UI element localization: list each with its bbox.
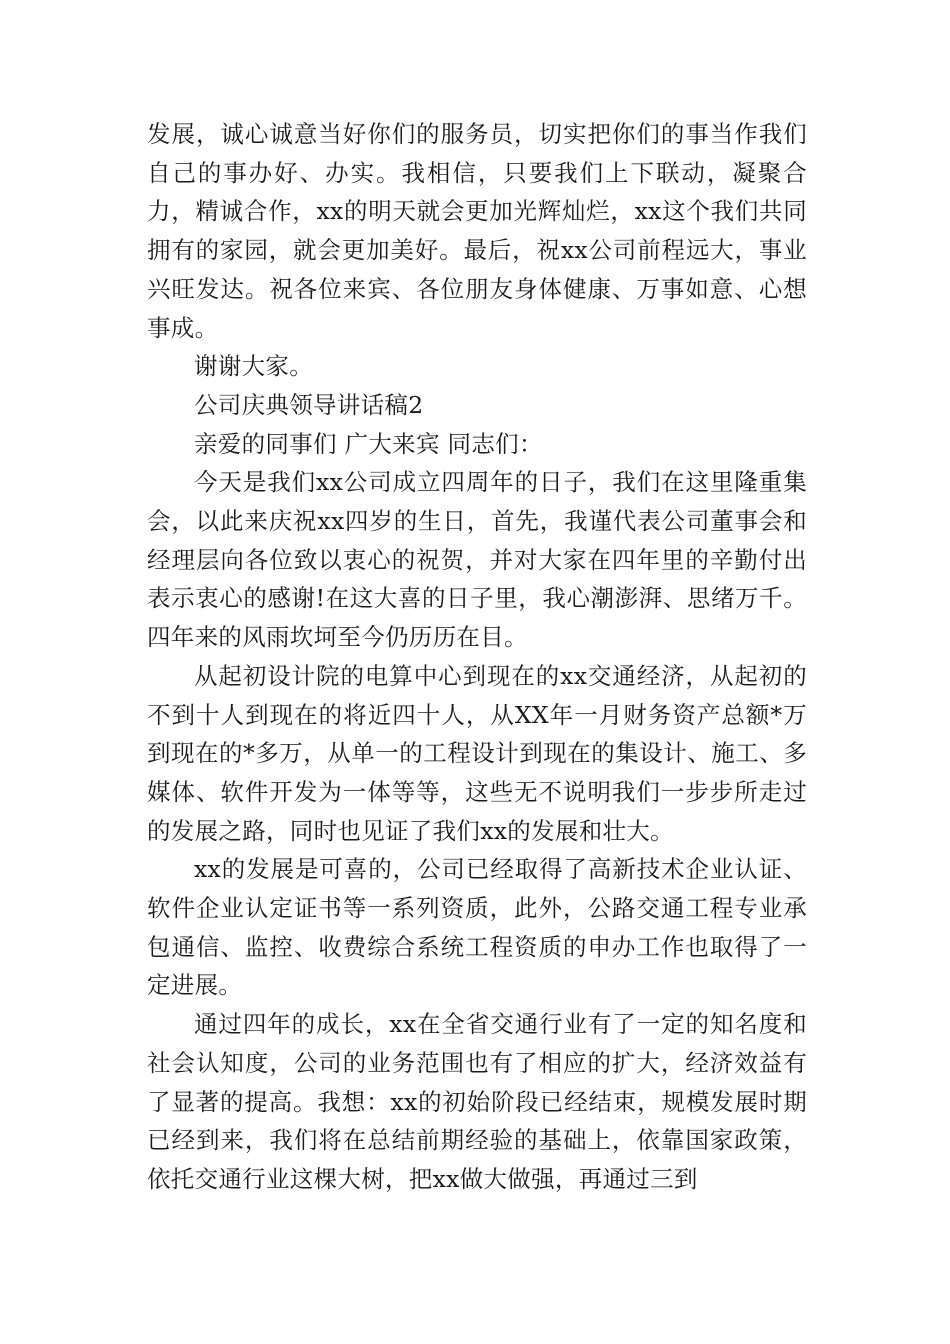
document-page: [147, 115, 807, 1199]
paragraph-anniversary: 今天是我们xx公司成立四周年的日子，我们在这里隆重集会，以此来庆祝xx四岁的生日，首先，我谨代表公司董事会和经理层向各位致以衷心的祝贺，并对大家在四年里的辛勤付出表示衷心的感谢!在这大喜的日子里，我心潮澎湃、思绪万千。四年来的风雨坎坷至今仍历历在目。: [147, 468, 807, 652]
paragraph-future-plans: 通过四年的成长，xx在全省交通行业有了一定的知名度和社会认知度，公司的业务范围也有了相应的扩大，经济效益有了显著的提高。我想：xx的初始阶段已经结束，规模发展时期已经到来，我们将在总结前期经验的基础上，依靠国家政策，依托交通行业这棵大树，把xx做大做强，再通过三到: [147, 1010, 807, 1193]
paragraph-thanks: 谢谢大家。: [194, 352, 313, 381]
paragraph-growth-history: 从起初设计院的电算中心到现在的xx交通经济，从起初的不到十人到现在的将近四十人，从XX年一月财务资产总额*万到现在的*多万，从单一的工程设计到现在的集设计、施工、多媒体、软件开发为一体等等，这些无不说明我们一步步所走过的发展之路，同时也见证了我们xx的发展和壮大。: [147, 661, 807, 845]
paragraph-qualifications: xx的发展是可喜的，公司已经取得了高新技术企业认证、软件企业认定证书等一系列资质，此外，公路交通工程专业承包通信、监控、收费综合系统工程资质的申办工作也取得了一定进展。: [147, 855, 807, 1000]
section-title: 公司庆典领导讲话稿2: [194, 390, 424, 419]
paragraph-closing-remarks: 发展，诚心诚意当好你们的服务员，切实把你们的事当作我们自己的事办好、办实。我相信，只要我们上下联动，凝聚合力，精诚合作，xx的明天就会更加光辉灿烂，xx这个我们共同拥有的家园，就会更加美好。最后，祝xx公司前程远大，事业兴旺发达。祝各位来宾、各位朋友身体健康、万事如意、心想事成。: [147, 120, 807, 342]
salutation: 亲爱的同事们 广大来宾 同志们：: [194, 429, 543, 458]
